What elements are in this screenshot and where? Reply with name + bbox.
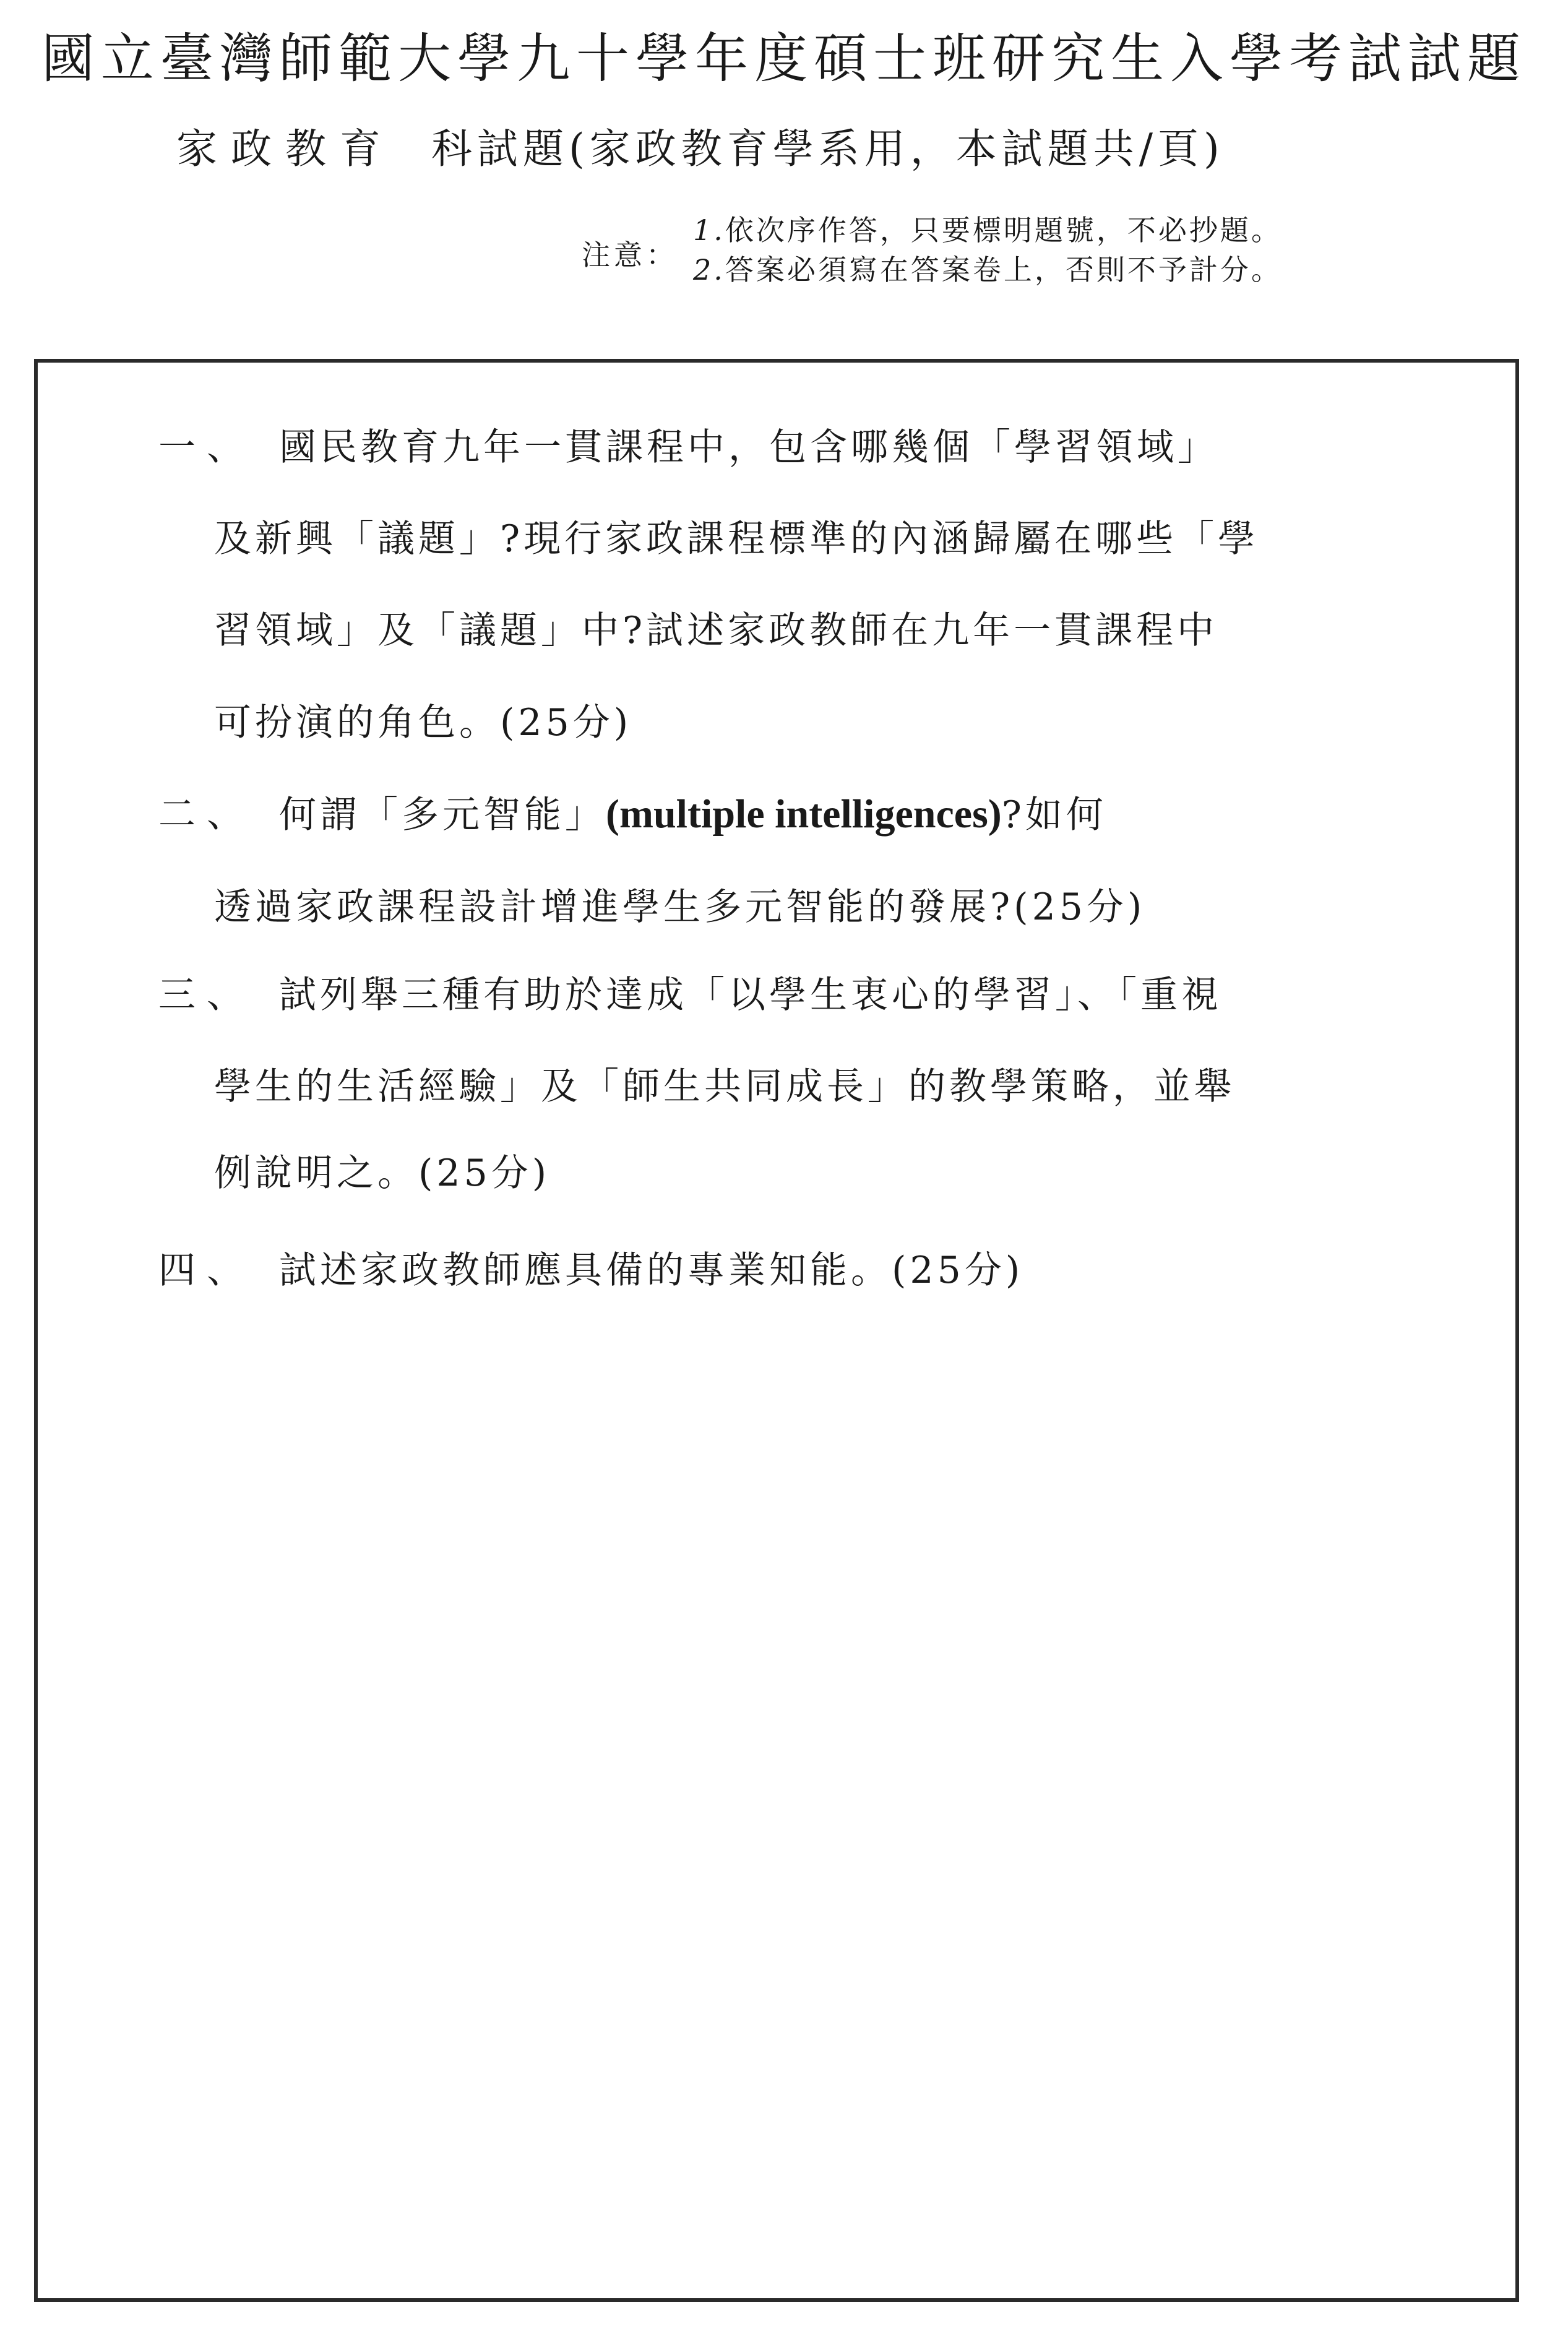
subject-name: 家政教育 <box>176 125 394 173</box>
note-number: 1. <box>693 213 725 247</box>
note-item <box>693 250 1282 290</box>
question-line: 試述家政教師應具備的專業知能。(25分) <box>279 1249 1024 1292</box>
question-line: 學生的生活經驗」及「師生共同成長」的教學策略，並舉 <box>214 1065 1235 1108</box>
question-box <box>34 359 1519 2302</box>
question-line: 及新興「議題」?現行家政課程標準的內涵歸屬在哪些「學 <box>214 517 1259 561</box>
question-line: 試列舉三種有助於達成「以學生衷心的學習」、「重視 <box>279 973 1222 1017</box>
question-text: ?如何 <box>1001 793 1107 837</box>
subject-info: 科試題(家政教育學系用，本試題共/頁) <box>431 125 1225 173</box>
notes-list <box>693 210 1282 290</box>
question-line: 習領域」及「議題」中?試述家政教師在九年一貫課程中 <box>214 609 1218 652</box>
question-line: 國民教育九年一貫課程中，包含哪幾個「學習領域」 <box>279 426 1218 469</box>
question-text: 何謂「多元智能」 <box>279 793 606 837</box>
question-number: 四、 <box>158 1249 255 1292</box>
question-line: 透過家政課程設計增進學生多元智能的發展?(25分) <box>214 885 1146 929</box>
exam-title: 國立臺灣師範大學九十學年度碩士班研究生入學考試試題 <box>41 28 1527 90</box>
note-text: 答案必須寫在答案卷上，否則不予計分。 <box>725 253 1282 287</box>
notes-label: 注意： <box>582 238 678 272</box>
subject-line <box>176 121 1225 177</box>
question-line: 例說明之。(25分) <box>214 1152 551 1195</box>
english-term: (multiple intelligences) <box>606 791 1002 837</box>
question-line <box>279 790 1107 840</box>
question-number: 三、 <box>158 973 255 1017</box>
question-number: 一、 <box>158 426 255 469</box>
question-line: 可扮演的角色。(25分) <box>214 701 632 744</box>
note-text: 依次序作答，只要標明題號，不必抄題。 <box>725 213 1282 247</box>
note-number: 2. <box>693 253 725 287</box>
question-number: 二、 <box>158 793 255 836</box>
note-item <box>693 210 1282 250</box>
